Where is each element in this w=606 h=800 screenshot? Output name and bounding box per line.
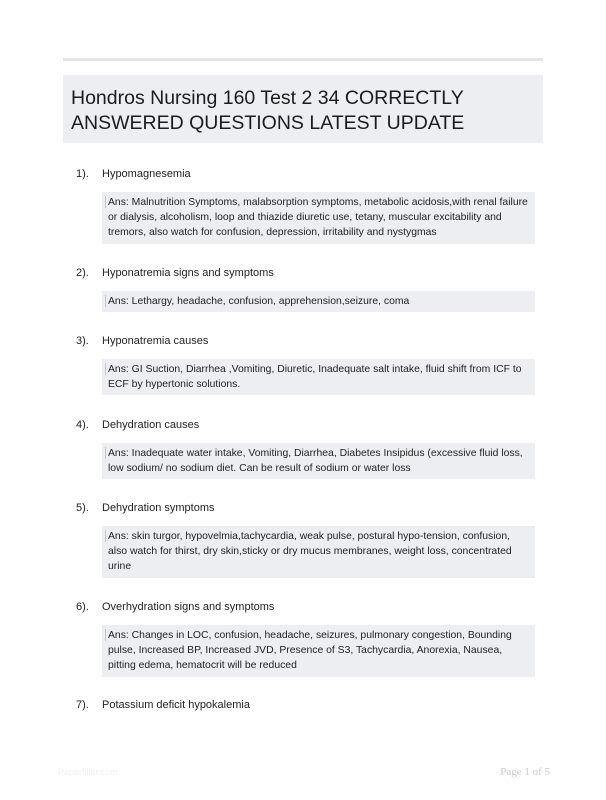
question-number: 1).	[76, 168, 89, 180]
answer-box	[102, 625, 535, 677]
question-text: Potassium deficit hypokalemia	[102, 699, 250, 711]
answer-text: Ans: Inadequate water intake, Vomiting, Diarrhea, Diabetes Insipidus (excessive fluid loss, low sodium/ no sodium diet. Can be result of sodium or water loss	[108, 448, 523, 475]
footer-watermark: Paperfiller.com	[58, 767, 118, 777]
answer-marker	[105, 363, 106, 375]
top-divider	[63, 58, 543, 61]
answer-text: Ans: GI Suction, Diarrhea ,Vomiting, Diuretic, Inadequate salt intake, fluid shift from ICF to ECF by hypertonic solutions.	[108, 364, 522, 391]
answer-text: Ans: Changes in LOC, confusion, headache, seizures, pulmonary congestion, Bounding pulse, Increased BP, Increased JVD, Presence of S3, Tachycardia, Anorexia, Nausea, pitting edema, hematocrit will be reduced	[108, 630, 512, 672]
question-text: Overhydration signs and symptoms	[102, 601, 275, 613]
answer-marker	[105, 295, 106, 307]
question-text: Hypomagnesemia	[102, 168, 191, 180]
answer-marker	[105, 447, 106, 459]
question-text: Dehydration causes	[102, 419, 200, 431]
answer-text: Ans: skin turgor, hypovelmia,tachycardia, weak pulse, postural hypo-tension, confusion, also watch for thirst, dry skin,sticky or dry mucus membranes, weight loss, concentrated urine	[108, 531, 512, 573]
question-number: 7).	[76, 699, 89, 711]
answer-marker	[105, 196, 106, 208]
answer-text: Ans: Malnutrition Symptoms, malabsorption symptoms, metabolic acidosis,with renal failure or dialysis, alcoholism, loop and thiazide diuretic use, tetany, muscular excitability and tremors, also watch for confusion, depression, irritability and nystygmas	[108, 197, 528, 239]
answer-box	[102, 526, 535, 578]
question-text: Dehydration symptoms	[102, 502, 215, 514]
question-text: Hyponatremia causes	[102, 335, 209, 347]
question-number: 5).	[76, 502, 89, 514]
answer-box	[102, 192, 535, 244]
answer-text: Ans: Lethargy, headache, confusion, apprehension,seizure, coma	[108, 296, 410, 307]
question-number: 4).	[76, 419, 89, 431]
question-number: 6).	[76, 601, 89, 613]
answer-box	[102, 291, 535, 312]
question-text: Hyponatremia signs and symptoms	[102, 267, 274, 279]
answer-marker	[105, 629, 106, 641]
answer-box	[102, 443, 535, 479]
title-banner	[63, 75, 543, 143]
question-number: 2).	[76, 267, 89, 279]
answer-box	[102, 359, 535, 395]
question-number: 3).	[76, 335, 89, 347]
page-indicator: Page 1 of 5	[500, 766, 550, 778]
document-title: Hondros Nursing 160 Test 2 34 CORRECTLY ANSWERED QUESTIONS LATEST UPDATE	[71, 87, 465, 134]
answer-marker	[105, 530, 106, 542]
